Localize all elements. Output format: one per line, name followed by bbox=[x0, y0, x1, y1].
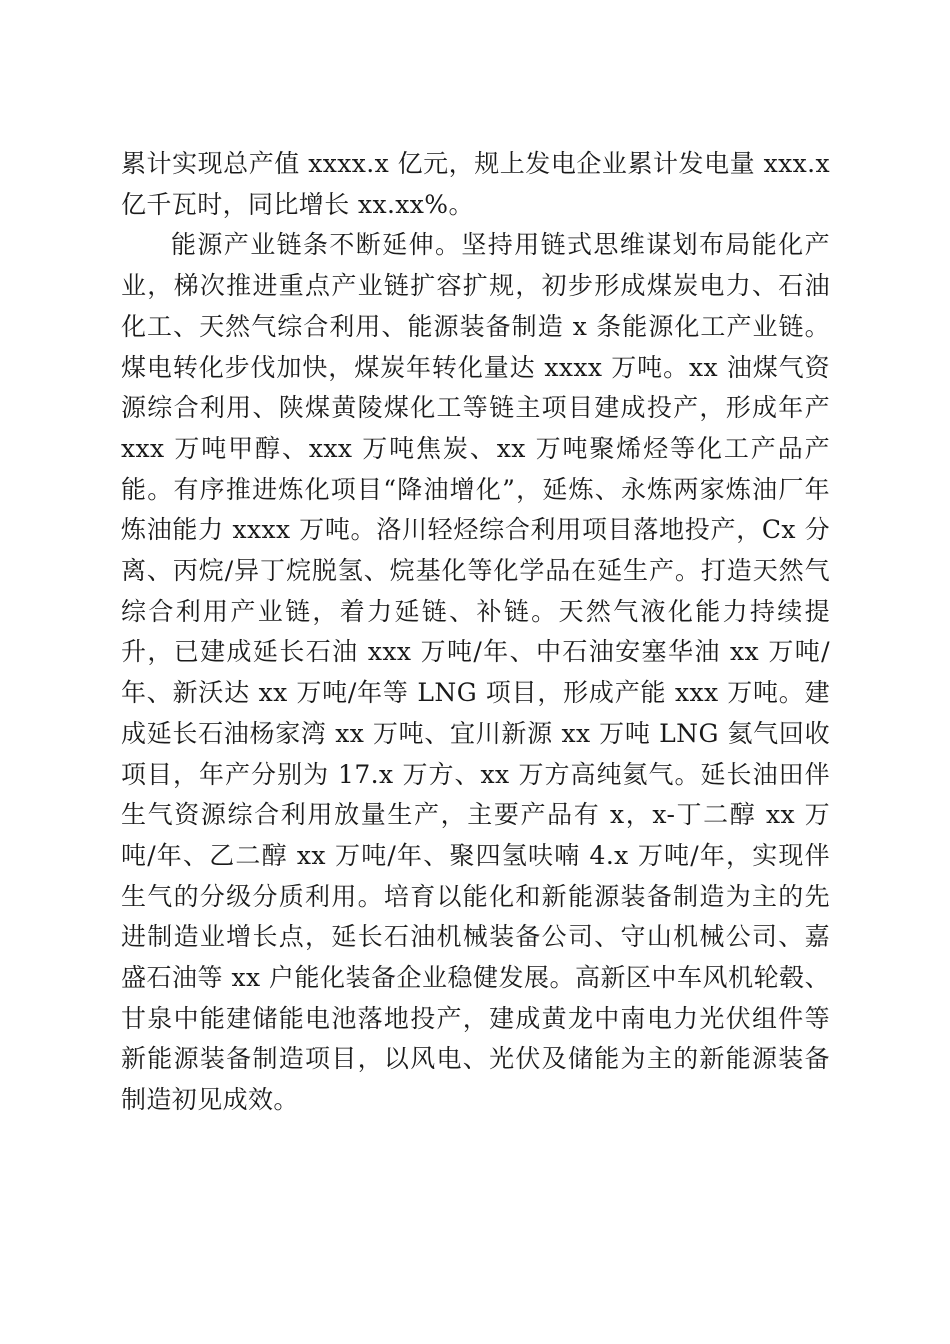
paragraph-continuation: 累计实现总产值 xxxx.x 亿元，规上发电企业累计发电量 xxx.x 亿千瓦时，同比增长 xx.xx%。 bbox=[121, 149, 830, 219]
body-text bbox=[121, 144, 830, 1121]
paragraph-energy-industry-chain: 能源产业链条不断延伸。坚持用链式思维谋划布局能化产业，梯次推进重点产业链扩容扩规，初步形成煤炭电力、石油化工、天然气综合利用、能源装备制造 x 条能源化工产业链。煤电转化步伐加快，煤炭年转化量达 xxxx 万吨。xx 油煤气资源综合利用、陕煤黄陵煤化工等链主项目建成投产，形成年产 xxx 万吨甲醇、xxx 万吨焦炭、xx 万吨聚烯烃等化工产品产能。有序推进炼化项目“降油增化”，延炼、永炼两家炼油厂年炼油能力 xxxx 万吨。洛川轻烃综合利用项目落地投产，Cx 分离、丙烷/异丁烷脱氢、烷基化等化学品在延生产。打造天然气综合利用产业链，着力延链、补链。天然气液化能力持续提升，已建成延长石油 xxx 万吨/年、中石油安塞华油 xx 万吨/年、新沃达 xx 万吨/年等 LNG 项目，形成产能 xxx 万吨。建成延长石油杨家湾 xx 万吨、宜川新源 xx 万吨 LNG 氦气回收项目，年产分别为 17.x 万方、xx 万方高纯氦气。延长油田伴生气资源综合利用放量生产，主要产品有 x，x-丁二醇 xx 万吨/年、乙二醇 xx 万吨/年、聚四氢呋喃 4.x 万吨/年，实现伴生气的分级分质利用。培育以能化和新能源装备制造为主的先进制造业增长点，延长石油机械装备公司、守山机械公司、嘉盛石油等 xx 户能化装备企业稳健发展。高新区中车风机轮毂、甘泉中能建储能电池落地投产，建成黄龙中南电力光伏组件等新能源装备制造项目，以风电、光伏及储能为主的新能源装备制造初见成效。 bbox=[121, 230, 830, 1115]
